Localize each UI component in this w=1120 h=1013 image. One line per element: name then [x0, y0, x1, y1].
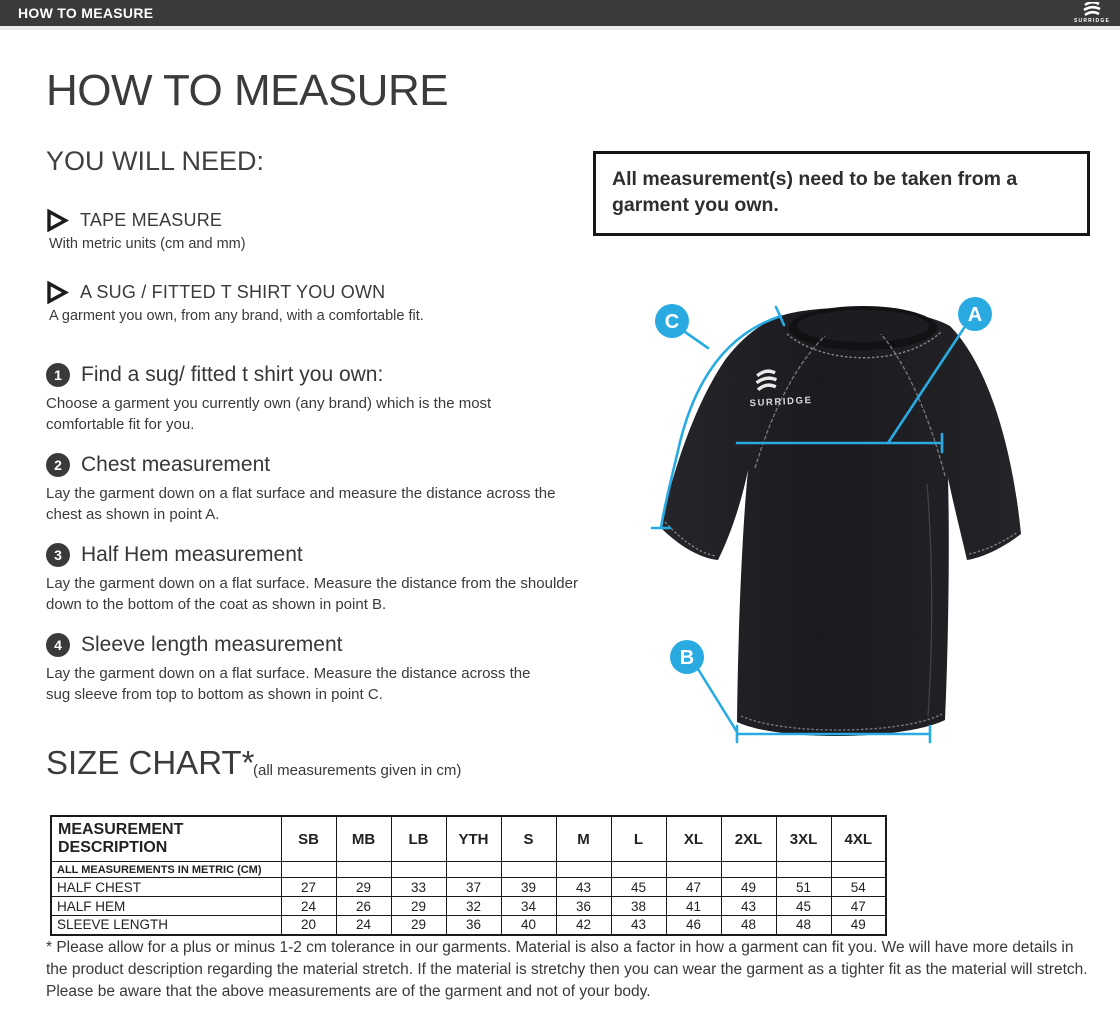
table-cell: 54: [831, 878, 886, 897]
step-head: [46, 453, 566, 477]
step-title: Sleeve length measurement: [81, 633, 343, 656]
b-connector-line: [698, 669, 737, 732]
table-cell: 42: [556, 916, 611, 935]
table-cell: 29: [336, 878, 391, 897]
table-cell: 24: [336, 916, 391, 935]
you-will-need-heading: YOU WILL NEED:: [46, 146, 265, 176]
empty-cell: [281, 862, 336, 878]
surridge-s-icon: [1081, 2, 1103, 18]
empty-cell: [336, 862, 391, 878]
table-cell: 27: [281, 878, 336, 897]
step-4: [46, 633, 546, 705]
table-cell: 38: [611, 897, 666, 916]
empty-cell: [721, 862, 776, 878]
column-header: S: [501, 816, 556, 862]
table-cell: 48: [721, 916, 776, 935]
need-item-t-shirt: [46, 281, 566, 324]
table-cell: 43: [721, 897, 776, 916]
row-label: SLEEVE LENGTH: [51, 916, 281, 935]
column-header: SB: [281, 816, 336, 862]
table-cell: 43: [611, 916, 666, 935]
table-cell: 34: [501, 897, 556, 916]
column-header: MEASUREMENT DESCRIPTION: [51, 816, 281, 862]
table-cell: 29: [391, 916, 446, 935]
column-header: XL: [666, 816, 721, 862]
size-chart-table: [50, 815, 887, 936]
need-item-description: With metric units (cm and mm): [49, 236, 246, 252]
table-cell: 24: [281, 897, 336, 916]
table-cell: 47: [831, 897, 886, 916]
table-cell: 20: [281, 916, 336, 935]
step-description: Lay the garment down on a flat surface. Measure the distance across the sug sleeve from top to bottom as shown in point C.: [46, 665, 531, 703]
label-a: A: [967, 304, 983, 326]
step-head: [46, 633, 546, 657]
column-header: 3XL: [776, 816, 831, 862]
top-bar-title: HOW TO MEASURE: [18, 5, 154, 21]
table-row: [51, 878, 886, 897]
triangle-bullet-icon: [46, 209, 69, 232]
table-cell: 48: [776, 916, 831, 935]
empty-cell: [391, 862, 446, 878]
table-cell: 37: [446, 878, 501, 897]
label-b: B: [679, 647, 695, 669]
column-header: YTH: [446, 816, 501, 862]
size-chart-heading: SIZE CHART*: [46, 744, 255, 781]
need-item-head: [46, 209, 566, 232]
c-connector-line: [685, 332, 708, 348]
column-header: 2XL: [721, 816, 776, 862]
table-row: [51, 916, 886, 935]
step-description: Lay the garment down on a flat surface and measure the distance across the chest as shown in point A.: [46, 485, 556, 523]
table-cell: 29: [391, 897, 446, 916]
empty-cell: [446, 862, 501, 878]
step-title: Chest measurement: [81, 453, 271, 476]
step-head: [46, 543, 586, 567]
table-cell: 41: [666, 897, 721, 916]
column-header: L: [611, 816, 666, 862]
column-header: MB: [336, 816, 391, 862]
step-title: Half Hem measurement: [81, 543, 303, 566]
empty-cell: [611, 862, 666, 878]
table-cell: 39: [501, 878, 556, 897]
table-cell: 32: [446, 897, 501, 916]
svg-text:SURRIDGE: SURRIDGE: [749, 394, 813, 410]
shirt-measurement-diagram: [595, 272, 1100, 792]
table-cell: 26: [336, 897, 391, 916]
table-cell: 36: [556, 897, 611, 916]
step-description: Choose a garment you currently own (any brand) which is the most comfortable fit for you.: [46, 395, 492, 433]
step-1: [46, 363, 526, 435]
table-cell: 36: [446, 916, 501, 935]
top-bar: [0, 0, 1120, 30]
step-number-badge: 4: [46, 633, 70, 657]
empty-cell: [831, 862, 886, 878]
need-item-title: A SUG / FITTED T SHIRT YOU OWN: [80, 282, 386, 302]
step-2: [46, 453, 566, 525]
page-title: HOW TO MEASURE: [46, 66, 449, 115]
need-item-description: A garment you own, from any brand, with a comfortable fit.: [49, 308, 424, 324]
table-cell: 45: [611, 878, 666, 897]
table-cell: 33: [391, 878, 446, 897]
table-cell: 47: [666, 878, 721, 897]
need-item-title: TAPE MEASURE: [80, 210, 223, 230]
empty-cell: [666, 862, 721, 878]
need-item-tape-measure: [46, 209, 566, 252]
table-cell: 49: [721, 878, 776, 897]
table-header-row: [51, 816, 886, 862]
need-item-head: [46, 281, 566, 304]
step-3: [46, 543, 586, 615]
t-shirt-image: [660, 306, 1021, 736]
step-description: Lay the garment down on a flat surface. Measure the distance from the shoulder down to the bottom of the coat as shown in point B.: [46, 575, 578, 613]
surridge-logo: [1074, 2, 1120, 24]
table-cell: 51: [776, 878, 831, 897]
row-label: HALF CHEST: [51, 878, 281, 897]
step-number-badge: 2: [46, 453, 70, 477]
triangle-bullet-icon: [46, 281, 69, 304]
table-row: [51, 897, 886, 916]
table-cell: 43: [556, 878, 611, 897]
step-head: [46, 363, 526, 387]
label-c: C: [664, 311, 680, 333]
empty-cell: [776, 862, 831, 878]
row-label: HALF HEM: [51, 897, 281, 916]
empty-cell: [501, 862, 556, 878]
size-chart-subtitle: (all measurements given in cm): [253, 762, 462, 779]
metric-note-row: [51, 862, 886, 878]
table-cell: 49: [831, 916, 886, 935]
empty-cell: [556, 862, 611, 878]
table-cell: 46: [666, 916, 721, 935]
step-title: Find a sug/ fitted t shirt you own:: [81, 363, 384, 386]
metric-note-label: ALL MEASUREMENTS IN METRIC (CM): [51, 862, 281, 878]
step-number-badge: 1: [46, 363, 70, 387]
callout-box: All measurement(s) need to be taken from a garment you own.: [593, 151, 1090, 236]
surridge-logo-text: SURRIDGE: [1074, 18, 1110, 24]
table-cell: 45: [776, 897, 831, 916]
tolerance-footnote: * Please allow for a plus or minus 1-2 cm tolerance in our garments. Material is also a factor in how a garment can fit you. We will have more details in the product description regarding the material stretch. If the material is stretchy then you can wear the garment as a tighter fit as the material will stretch. Please be aware that the above measurements are of the garment and not of your body.: [46, 939, 1088, 1000]
step-number-badge: 3: [46, 543, 70, 567]
column-header: LB: [391, 816, 446, 862]
table-cell: 40: [501, 916, 556, 935]
column-header: M: [556, 816, 611, 862]
column-header: 4XL: [831, 816, 886, 862]
